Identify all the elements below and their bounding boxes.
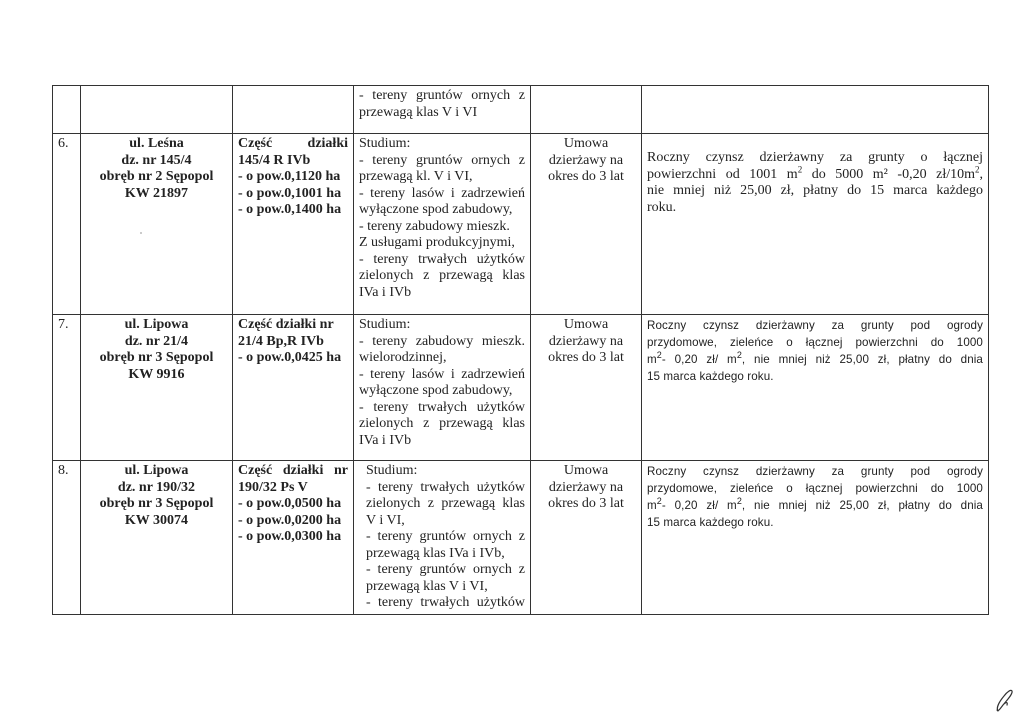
- lease-form-line: dzierżawy na: [548, 479, 624, 495]
- table-row: [53, 134, 989, 315]
- study-line: - tereny zabudowy mieszk.: [359, 333, 525, 349]
- land-register-number: KW 9916: [128, 366, 185, 382]
- parcel-part-line: - o pow.0,0300 ha: [238, 529, 342, 544]
- study-line: - tereny zabudowy mieszk.: [359, 218, 510, 234]
- location-cell: [81, 86, 233, 134]
- parcel-part-line: - o pow.0,1001 ha: [238, 185, 342, 201]
- lease-form-line: Umowa: [563, 317, 609, 332]
- rent-line: powierzchni od 1001 $m^2$ do 5000 m² -0,20 $zł/10m^2$,: [647, 163, 983, 182]
- parcel-part-line: - o pow.0,0425 ha: [238, 350, 342, 365]
- location-cell: [81, 315, 233, 461]
- parcel-part-cell: [233, 134, 354, 315]
- land-register-number: KW 21897: [124, 185, 189, 201]
- table-row: [53, 461, 989, 615]
- parcel-part-line: - o pow.0,0200 ha: [238, 512, 342, 528]
- street-label: ul. Lipowa: [124, 463, 189, 478]
- parcel-part-line: - o pow.0,0500 ha: [238, 496, 342, 511]
- table-row: [53, 315, 989, 461]
- study-line: zielonych z przewagą klas: [359, 416, 525, 431]
- study-line: przewagą klas IVa i IVb,: [366, 545, 505, 561]
- study-line: przewagą klas V i VI,: [366, 578, 488, 594]
- location-cell: [81, 134, 233, 315]
- rent-line: 15 marca każdego roku.: [647, 370, 774, 383]
- rent-cell: [642, 315, 989, 461]
- parcel-part-cell: [233, 315, 354, 461]
- study-line: IVa i IVb: [359, 284, 412, 300]
- lease-form-cell: [531, 86, 642, 134]
- study-cell: [354, 134, 531, 315]
- precinct-label: obręb nr 3 Sępopol: [99, 350, 214, 365]
- lease-form-cell: [531, 461, 642, 615]
- lease-form-line: Umowa: [563, 463, 609, 478]
- parcel-part-line: Część działki nr: [238, 463, 348, 478]
- parcel-part-line: Część działki nr: [238, 317, 334, 332]
- study-line: IVa i IVb: [359, 432, 412, 448]
- rent-line: Roczny czynsz dzierżawny za grunty o łącznej: [647, 150, 983, 165]
- lease-form-line: okres do 3 lat: [548, 350, 624, 365]
- parcel-part-cell: [233, 86, 354, 134]
- study-line: wyłączone spod zabudowy,: [359, 383, 513, 398]
- study-line: - tereny trwałych użytków: [359, 251, 525, 267]
- study-line: Z usługami produkcyjnymi,: [359, 235, 515, 250]
- study-cell: [354, 461, 531, 615]
- rent-line: 15 marca każdego roku.: [647, 516, 774, 529]
- study-line: - tereny gruntów ornych z: [366, 562, 525, 577]
- location-cell: [81, 461, 233, 615]
- table-row: [53, 86, 989, 134]
- precinct-label: obręb nr 2 Sępopol: [99, 169, 214, 184]
- parcel-part-line: - o pow.0,1400 ha: [238, 202, 342, 217]
- study-cell: [354, 86, 531, 134]
- parcel-number: dz. nr 21/4: [124, 333, 189, 349]
- scan-speck: [140, 232, 142, 234]
- study-line: Studium:: [366, 463, 418, 478]
- property-lease-table: [52, 85, 989, 615]
- lease-form-line: dzierżawy na: [548, 152, 624, 168]
- rent-line: przydomowe, zieleńce o łącznej powierzchni do 1000: [647, 482, 983, 495]
- study-line: - tereny lasów i zadrzewień: [359, 366, 525, 382]
- lease-form-cell: [531, 315, 642, 461]
- study-line: Studium:: [359, 136, 411, 151]
- study-line: - tereny gruntów ornych z: [359, 88, 525, 103]
- rent-cell: [642, 134, 989, 315]
- rent-line: Roczny czynsz dzierżawny za grunty pod ogrody: [647, 319, 983, 332]
- street-label: ul. Lipowa: [124, 317, 189, 332]
- study-line: - tereny trwałych użytków: [366, 479, 525, 495]
- study-line: - tereny trwałych użytków: [366, 595, 525, 610]
- rent-line: nie mniej niż 25,00 zł, płatny do 15 marca każdego: [647, 183, 983, 198]
- parcel-part-line: 21/4 Bp,R IVb: [238, 333, 324, 349]
- handwritten-initial-mark: [992, 686, 1016, 714]
- rent-line: Roczny czynsz dzierżawny za grunty pod ogrody: [647, 465, 983, 478]
- rent-line: roku.: [647, 199, 677, 215]
- lease-form-cell: [531, 134, 642, 315]
- study-cell: [354, 315, 531, 461]
- study-line: przewagą kl. V i VI,: [359, 169, 473, 184]
- study-line: wielorodzinnej,: [359, 350, 447, 365]
- lease-form-line: dzierżawy na: [548, 333, 624, 349]
- rent-cell: [642, 461, 989, 615]
- row-number-cell: 7.: [53, 315, 81, 461]
- lease-form-line: Umowa: [563, 136, 609, 151]
- study-line: - tereny gruntów ornych z: [359, 152, 525, 168]
- row-number-cell: [53, 86, 81, 134]
- study-line: - tereny trwałych użytków: [359, 399, 525, 415]
- lease-form-line: okres do 3 lat: [548, 496, 624, 511]
- rent-line: $m^2-$ 0,20 zł/ $m^2$, nie mniej niż 25,00 zł, płatny do dnia: [647, 496, 983, 512]
- parcel-part-line: 190/32 Ps V: [238, 479, 308, 495]
- street-label: ul. Leśna: [129, 136, 184, 151]
- parcel-part-line: Część działki: [238, 136, 348, 151]
- parcel-part-line: 145/4 R IVb: [238, 152, 311, 168]
- lease-form-line: okres do 3 lat: [548, 169, 624, 184]
- study-line: zielonych z przewagą klas: [366, 496, 525, 511]
- rent-line: przydomowe, zieleńce o łącznej powierzchni do 1000: [647, 336, 983, 349]
- study-line: zielonych z przewagą klas: [359, 268, 525, 283]
- study-line: wyłączone spod zabudowy,: [359, 202, 513, 217]
- precinct-label: obręb nr 3 Sępopol: [99, 496, 214, 511]
- parcel-number: dz. nr 145/4: [121, 152, 192, 168]
- study-line: - tereny gruntów ornych z: [366, 529, 525, 544]
- parcel-part-line: - o pow.0,1120 ha: [238, 169, 341, 184]
- row-number-cell: 6.: [53, 134, 81, 315]
- land-register-number: KW 30074: [124, 512, 189, 528]
- study-line: - tereny lasów i zadrzewień: [359, 185, 525, 201]
- parcel-number: dz. nr 190/32: [117, 479, 196, 495]
- study-line: V i VI,: [366, 512, 405, 528]
- rent-cell: [642, 86, 989, 134]
- study-line: Studium:: [359, 317, 411, 332]
- parcel-part-cell: [233, 461, 354, 615]
- rent-line: $m^2-$ 0,20 zł/ $m^2$, nie mniej niż 25,00 zł, płatny do dnia: [647, 350, 983, 366]
- study-line: przewagą klas V i VI: [359, 104, 478, 120]
- row-number-cell: 8.: [53, 461, 81, 615]
